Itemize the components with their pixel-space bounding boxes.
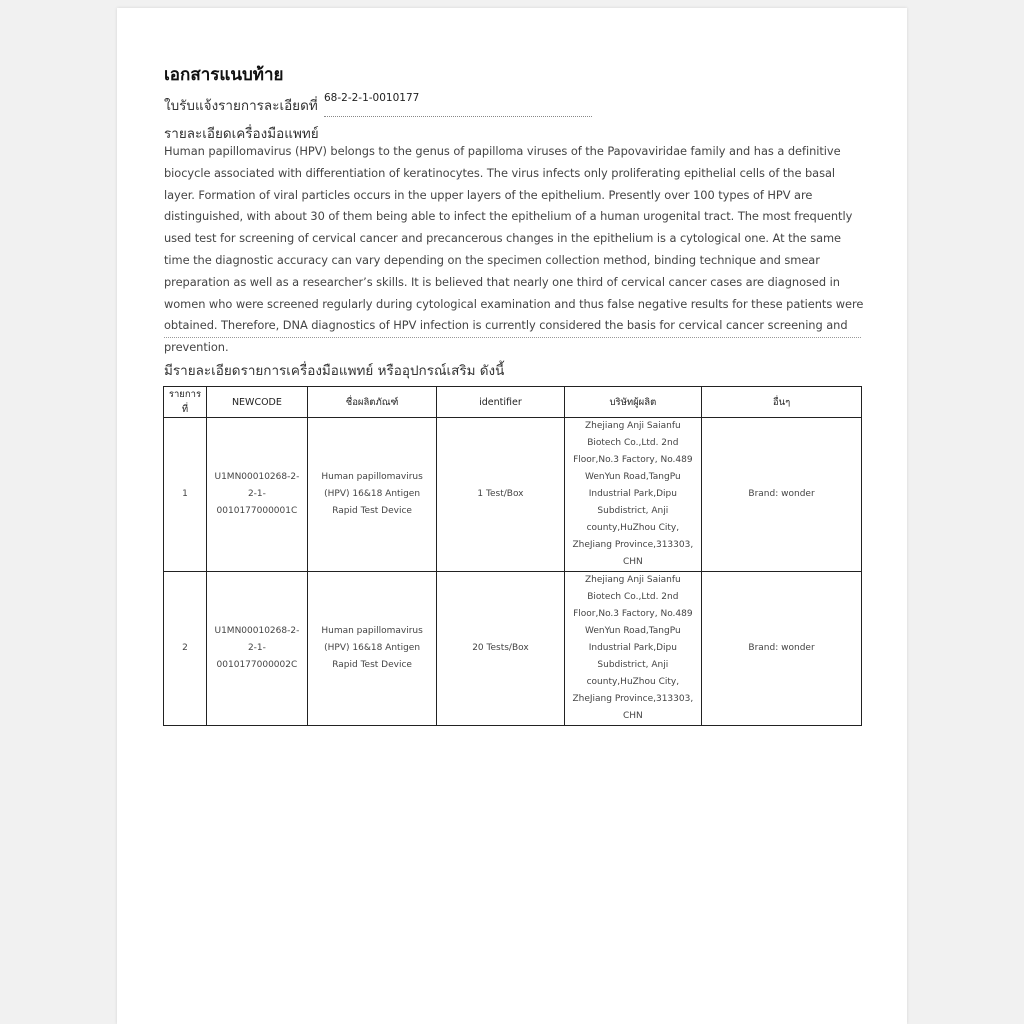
list-heading: มีรายละเอียดรายการเครื่องมือแพทย์ หรืออุปกรณ์เสริม ดังนี้ [164, 363, 505, 379]
cell-item: 2 [164, 572, 207, 726]
table-row [164, 418, 862, 572]
header-other: อื่นๆ [702, 387, 862, 418]
cell-manufacturer: Zhejiang Anji Saianfu Biotech Co.,Ltd. 2nd Floor,No.3 Factory, No.489 WenYun Road,TangPu Industrial Park,Dipu Subdistrict, Anji county,HuZhou City, ZheJiang Province,313303, CHN [564, 418, 702, 572]
header-identifier: identifier [437, 387, 564, 418]
cell-item: 1 [164, 418, 207, 572]
description-heading: รายละเอียดเครื่องมือแพทย์ [164, 126, 319, 142]
header-manufacturer: บริษัทผู้ผลิต [564, 387, 702, 418]
cell-product: Human papillomavirus (HPV) 16&18 Antigen Rapid Test Device [307, 418, 436, 572]
cell-identifier: 20 Tests/Box [437, 572, 564, 726]
description-underline [164, 337, 861, 338]
cell-other: Brand: wonder [702, 418, 862, 572]
reference-underline [324, 116, 592, 117]
reference-row [164, 94, 594, 118]
cell-identifier: 1 Test/Box [437, 418, 564, 572]
description-text: Human papillomavirus (HPV) belongs to the genus of papilloma viruses of the Papovaviridae family and has a definitive biocycle associated with differentiation of keratinocytes. The virus infects only proliferating epithelial cells of the basal layer. Formation of viral particles occurs in the upper layers of the epithelium. Presently over 100 types of HPV are distinguished, with about 30 of them being able to infect the epithelium of a human urogenital tract. The most frequently used test for screening of cervical cancer and precancerous changes in the epithelium is a cytological one. At the same time the diagnostic accuracy can vary depending on the specimen collection method, binding technique and smear preparation as well as a researcher’s skills. It is believed that nearly one third of cervical cancer cases are diagnosed in women who were screened regularly during cytological examination and thus false negative results for these patients were obtained. Therefore, DNA diagnostics of HPV infection is currently considered the basis for cervical cancer screening and prevention. [164, 144, 864, 355]
cell-newcode: U1MN00010268-2-2-1-0010177000002C [206, 572, 307, 726]
document-title: เอกสารแนบท้าย [164, 65, 284, 85]
header-newcode: NEWCODE [206, 387, 307, 418]
device-table [163, 386, 862, 726]
reference-label: ใบรับแจ้งรายการละเอียดที่ [164, 98, 318, 114]
cell-other: Brand: wonder [702, 572, 862, 726]
table-header-row [164, 387, 862, 418]
table-row [164, 572, 862, 726]
header-product: ชื่อผลิตภัณฑ์ [307, 387, 436, 418]
reference-number: 68-2-2-1-0010177 [324, 92, 420, 104]
cell-newcode: U1MN00010268-2-2-1-0010177000001C [206, 418, 307, 572]
cell-product: Human papillomavirus (HPV) 16&18 Antigen Rapid Test Device [307, 572, 436, 726]
document-page [117, 8, 907, 1024]
header-item: รายการที่ [164, 387, 207, 418]
cell-manufacturer: Zhejiang Anji Saianfu Biotech Co.,Ltd. 2nd Floor,No.3 Factory, No.489 WenYun Road,TangPu Industrial Park,Dipu Subdistrict, Anji county,HuZhou City, ZheJiang Province,313303, CHN [564, 572, 702, 726]
